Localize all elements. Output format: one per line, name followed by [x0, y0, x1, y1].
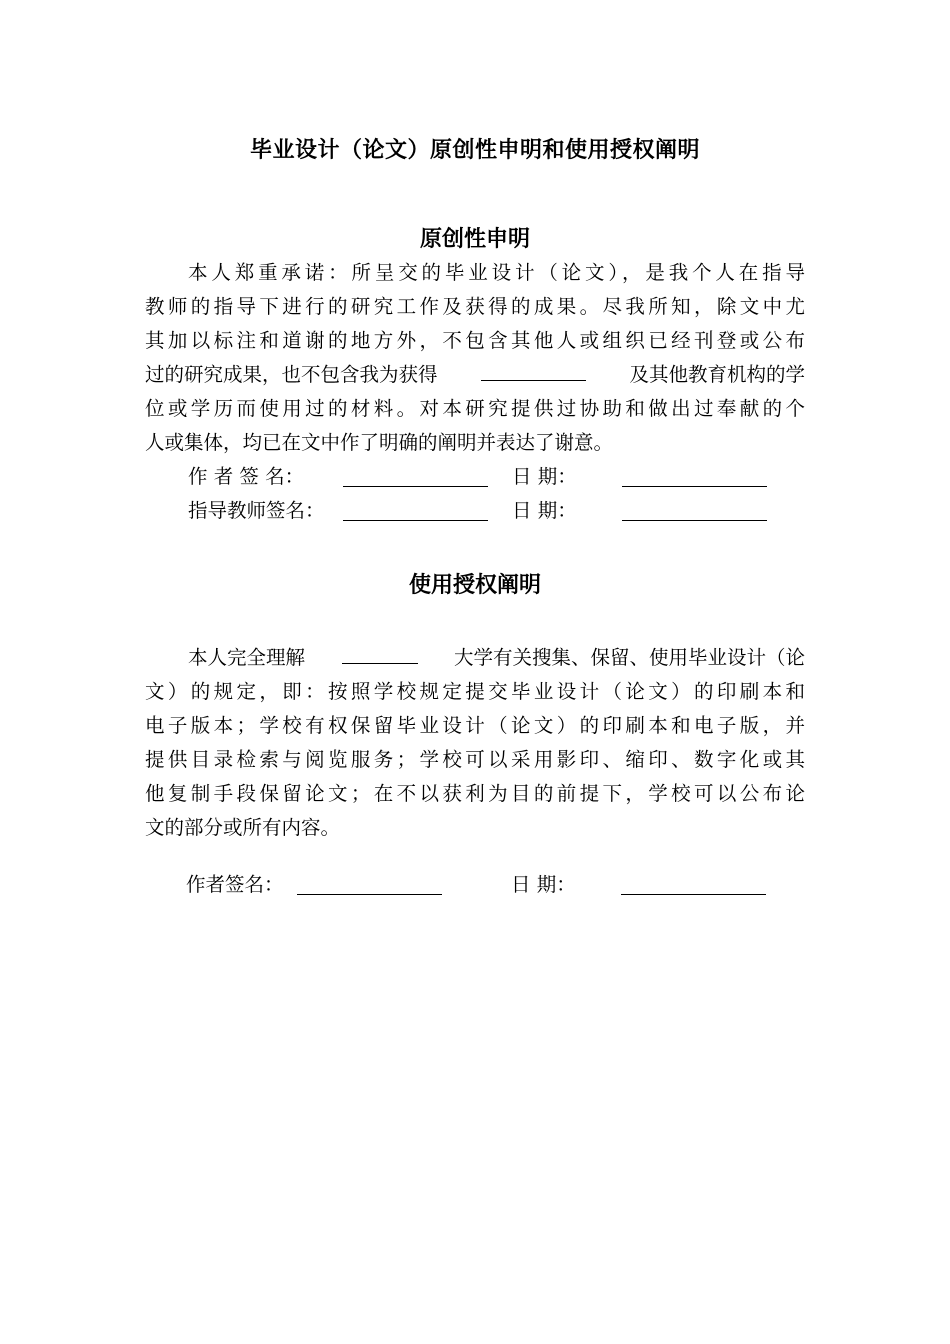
- author-sign-label: 作者签名：: [186, 873, 284, 896]
- paragraph-line: 其加以标注和道谢的地方外，不包含其他人或组织已经刊登或公布: [145, 329, 805, 352]
- university-blank[interactable]: [342, 641, 418, 664]
- advisor-sign-field[interactable]: [343, 520, 488, 521]
- paragraph-line: 提供目录检索与阅览服务；学校可以采用影印、缩印、数字化或其: [145, 748, 805, 771]
- author-signature-row: [0, 460, 950, 494]
- authorization-paragraph: [145, 641, 805, 845]
- author-date-field[interactable]: [622, 486, 767, 487]
- paragraph-text: 本人完全理解: [188, 646, 306, 669]
- date-label: 日 期：: [512, 499, 577, 522]
- paragraph-line: [145, 641, 805, 675]
- paragraph-line: 文）的规定，即：按照学校规定提交毕业设计（论文）的印刷本和: [145, 680, 805, 703]
- author-sign-label: 作 者 签 名：: [188, 465, 305, 488]
- paragraph-line: 位或学历而使用过的材料。对本研究提供过协助和做出过奉献的个: [145, 397, 805, 420]
- originality-paragraph: [145, 256, 805, 460]
- paragraph-text: 及其他教育机构的学: [629, 363, 805, 386]
- paragraph-line: [145, 358, 805, 392]
- paragraph-line: 文的部分或所有内容。: [145, 816, 341, 839]
- date-label: 日 期：: [512, 465, 577, 488]
- paragraph-text: 大学有关搜集、保留、使用毕业设计（论: [453, 646, 805, 669]
- date-label: 日 期：: [511, 873, 576, 896]
- paragraph-line: 他复制手段保留论文；在不以获利为目的前提下，学校可以公布论: [145, 782, 805, 805]
- advisor-signature-row: [0, 494, 950, 528]
- paragraph-line: 教师的指导下进行的研究工作及获得的成果。尽我所知，除文中尤: [145, 295, 805, 318]
- document-title: 毕业设计（论文）原创性申明和使用授权阐明: [249, 138, 700, 163]
- author-date-field[interactable]: [621, 894, 766, 895]
- paragraph-text: 过的研究成果，也不包含我为获得: [145, 363, 438, 386]
- author-sign-field[interactable]: [297, 894, 442, 895]
- paragraph-line: 电子版本；学校有权保留毕业设计（论文）的印刷本和电子版，并: [145, 714, 805, 737]
- authorization-signature-row: [0, 868, 950, 902]
- originality-heading: 原创性申明: [419, 227, 530, 252]
- authorization-heading: 使用授权阐明: [408, 573, 541, 598]
- advisor-date-field[interactable]: [622, 520, 767, 521]
- paragraph-line: 人或集体，均已在文中作了明确的阐明并表达了谢意。: [145, 431, 614, 454]
- advisor-sign-label: 指导教师签名：: [188, 499, 325, 522]
- paragraph-line: 本人郑重承诺：所呈交的毕业设计（论文），是我个人在指导: [188, 261, 805, 284]
- degree-blank[interactable]: [481, 358, 586, 381]
- author-sign-field[interactable]: [343, 486, 488, 487]
